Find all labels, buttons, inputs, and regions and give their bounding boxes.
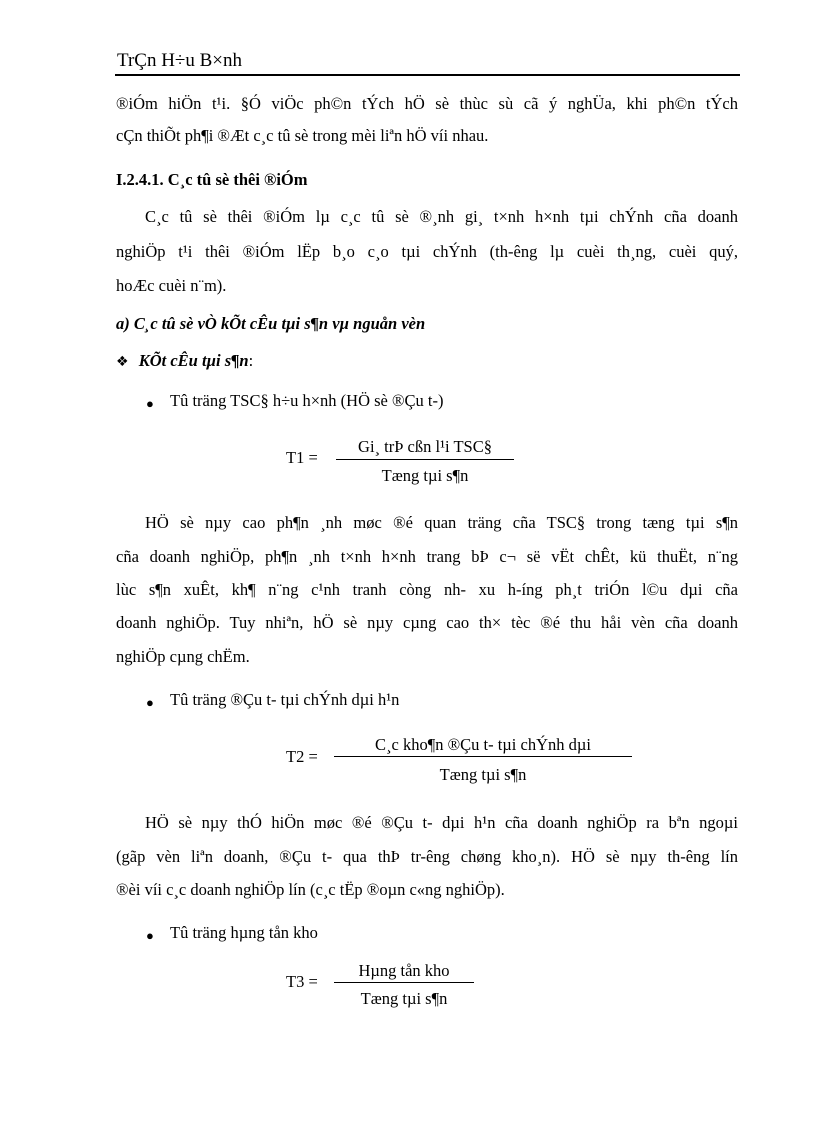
formula-numerator: Gi¸ trÞ cßn l¹i TSC§ xyxy=(358,437,492,456)
diamond-icon: ❖ xyxy=(116,354,129,370)
paragraph-line: doanh nghiÖp. Tuy nhiªn, hÖ sè nµy cµng cao th× tèc ®é thu håi vèn cña doanh xyxy=(116,613,738,632)
section-heading: I.2.4.1. C¸c tû sè thêi ®iÓm xyxy=(116,170,308,189)
paragraph-line: cÇn thiÕt ph¶i ®Æt c¸c tû sè trong mèi liªn hÖ víi nhau. xyxy=(116,126,489,145)
bullet-item-1: Tû träng TSC§ h÷u h×nh (HÖ sè ®Çu t-) xyxy=(170,391,444,410)
paragraph-line: cña doanh nghiÖp, ph¶n ¸nh t×nh h×nh trang bÞ c¬ së vËt chÊt, kü thuËt, n¨ng xyxy=(116,547,738,566)
fraction-bar xyxy=(336,459,514,460)
header-title: TrÇn H÷u B×nh xyxy=(117,50,242,71)
diamond-heading-colon: : xyxy=(248,351,254,370)
formula-lhs: T2 = xyxy=(286,747,318,766)
paragraph-line: HÖ sè nµy cao ph¶n ¸nh møc ®é quan träng cña TSC§ trong tæng tµi s¶n xyxy=(145,513,738,532)
bullet-icon: ● xyxy=(146,396,154,411)
fraction-bar xyxy=(334,982,474,983)
formula-denominator: Tæng tµi s¶n xyxy=(439,765,527,784)
formula-denominator: Tæng tµi s¶n xyxy=(360,989,448,1008)
paragraph-line: ®iÓm hiÖn t¹i. §Ó viÖc ph©n tÝch hÖ sè thùc sù cã ý nghÜa, khi ph©n tÝch xyxy=(116,94,738,113)
paragraph-line: nghiÖp cµng chËm. xyxy=(116,647,250,666)
bullet-item-3: Tû träng hµng tån kho xyxy=(170,923,318,942)
formula-lhs: T1 = xyxy=(286,448,318,467)
bullet-icon: ● xyxy=(146,928,154,943)
page-header xyxy=(115,46,740,76)
diamond-heading-label: KÕt cÊu tµi s¶n xyxy=(138,351,249,370)
paragraph-line: lùc s¶n xuÊt, kh¶ n¨ng c¹nh tranh còng nh- xu h-íng ph¸t triÓn l©u dµi cña xyxy=(116,580,738,599)
paragraph-line: C¸c tû sè thêi ®iÓm lµ c¸c tû sè ®¸nh gi¸ t×nh h×nh tµi chÝnh cña doanh xyxy=(145,207,738,226)
formula-numerator: Hµng tån kho xyxy=(358,961,450,980)
paragraph-line: nghiÖp t¹i thêi ®iÓm lËp b¸o c¸o tµi chÝnh (th-êng lµ cuèi th¸ng, cuèi quý, xyxy=(116,242,738,261)
subsection-heading: a) C¸c tû sè vÒ kÕt cÊu tµi s¶n vµ nguån vèn xyxy=(116,314,426,333)
diamond-heading xyxy=(116,353,253,370)
paragraph-line: ®èi víi c¸c doanh nghiÖp lín (c¸c tËp ®oµn c«ng nghiÖp). xyxy=(116,880,505,899)
formula-denominator: Tæng tµi s¶n xyxy=(381,466,469,485)
paragraph-line: hoÆc cuèi n¨m). xyxy=(116,276,227,295)
paragraph-line: (gãp vèn liªn doanh, ®Çu t- qua thÞ tr-êng chøng kho¸n). HÖ sè nµy th-êng lín xyxy=(116,847,738,866)
bullet-icon: ● xyxy=(146,695,154,710)
formula-numerator: C¸c kho¶n ®Çu t- tµi chÝnh dµi xyxy=(375,735,591,754)
formula-lhs: T3 = xyxy=(286,972,318,991)
fraction-bar xyxy=(334,756,632,757)
bullet-item-2: Tû träng ®Çu t- tµi chÝnh dµi h¹n xyxy=(170,690,400,709)
paragraph-line: HÖ sè nµy thÓ hiÖn møc ®é ®Çu t- dµi h¹n cña doanh nghiÖp ra bªn ngoµi xyxy=(145,813,738,832)
